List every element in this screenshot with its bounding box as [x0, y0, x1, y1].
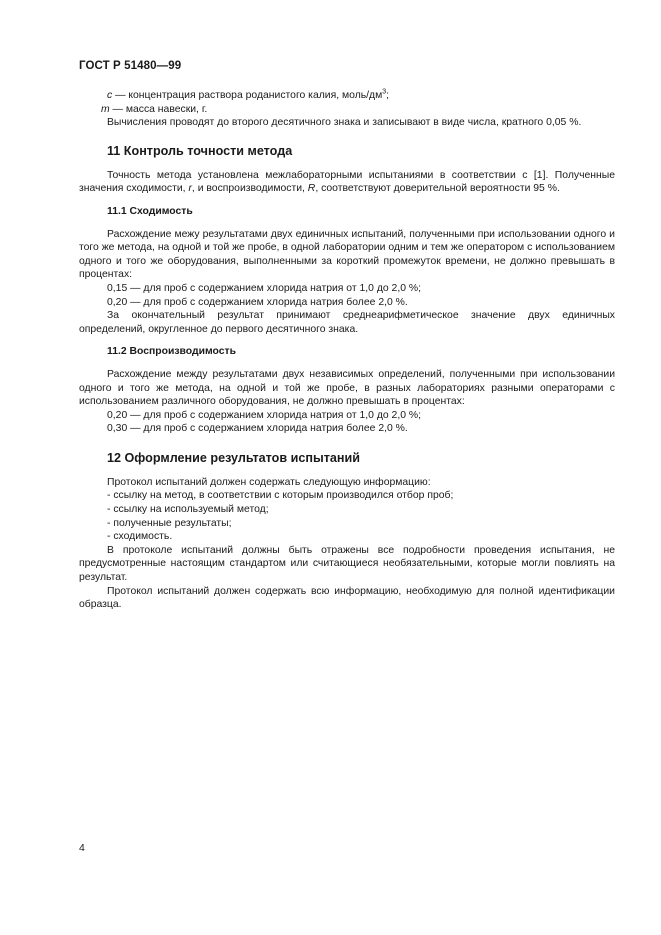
- reproducibility-paragraph: Расхождение между результатами двух независимых определений, полученными при использовании одного и того же метода, на одной и той же пробе, в разных лабораториях разными операторами с использованием различного оборудования, не должно превышать в процентах:: [79, 368, 615, 408]
- definition-m: [79, 103, 615, 117]
- definition-m-text: — масса навески, г.: [109, 103, 208, 115]
- subsection-11-1-heading: 11.1 Сходимость: [107, 205, 193, 217]
- protocol-item-3: - полученные результаты;: [107, 517, 232, 529]
- page-number: 4: [79, 843, 85, 854]
- section-12-heading: 12 Оформление результатов испытаний: [107, 450, 360, 465]
- symbol-R: R: [307, 183, 316, 195]
- symbol-r: r: [188, 183, 192, 195]
- intro-part-a: Точность метода установлена межлабораторными испытаниями в соответствии с [1]. Полученные значения сходимости,: [79, 169, 615, 195]
- protocol-item-4: - сходимость.: [107, 531, 173, 543]
- calc-note: Вычисления проводят до второго десятичного знака и записывают в виде числа, кратного 0,05 %.: [107, 117, 582, 129]
- intro-part-b: , и воспроизводимости,: [191, 183, 308, 195]
- reproducibility-item-2: 0,30 — для проб с содержанием хлорида натрия более 2,0 %.: [107, 423, 408, 435]
- subsection-11-2-heading: 11.2 Воспроизводимость: [107, 346, 237, 358]
- definition-c-sup: 3: [382, 88, 387, 96]
- protocol-item-1: - ссылку на метод, в соответствии с которым производился отбор проб;: [107, 490, 454, 502]
- section-11-heading: 11 Контроль точности метода: [107, 143, 293, 158]
- protocol-item-2: - ссылку на используемый метод;: [107, 504, 269, 516]
- reproducibility-item-1: 0,20 — для проб с содержанием хлорида натрия от 1,0 до 2,0 %;: [107, 409, 422, 421]
- protocol-intro: Протокол испытаний должен содержать следующую информацию:: [107, 476, 431, 488]
- symbol-c: c: [107, 90, 113, 101]
- protocol-identification-paragraph: Протокол испытаний должен содержать всю информацию, необходимую для полной идентификации образца.: [79, 585, 615, 611]
- section-11-intro: [79, 169, 615, 196]
- final-result-paragraph: За окончательный результат принимают среднеарифметическое значение двух единичных определений, округленное до первого десятичного знака.: [79, 310, 615, 335]
- definition-c-text: — концентрация раствора роданистого калия, моль/дм: [112, 90, 383, 101]
- symbol-m: m: [101, 103, 110, 115]
- page-content: [79, 89, 615, 612]
- definition-c: [79, 89, 615, 103]
- intro-part-c: , соответствуют доверительной вероятности 95 %.: [315, 183, 560, 195]
- repeatability-paragraph: Расхождение межу результатами двух единичных испытаний, полученными при использовании одного и того же метода, на одной и той же пробе, в одной лаборатории одним и тем же оператором с использованием одного и того же оборудования, выполненными за короткий промежуток времени, не должно превышать в процентах:: [79, 228, 615, 281]
- repeatability-item-1: 0,15 — для проб с содержанием хлорида натрия от 1,0 до 2,0 %;: [107, 282, 422, 294]
- protocol-details-paragraph: В протоколе испытаний должны быть отражены все подробности проведения испытания, не предусмотренные настоящим стандартом или считающиеся необязательными, которые могли повлиять на результат.: [79, 544, 615, 584]
- document-number-header: ГОСТ Р 51480—99: [79, 60, 182, 72]
- definition-c-tail: ;: [386, 90, 390, 101]
- repeatability-item-2: 0,20 — для проб с содержанием хлорида натрия более 2,0 %.: [107, 296, 408, 308]
